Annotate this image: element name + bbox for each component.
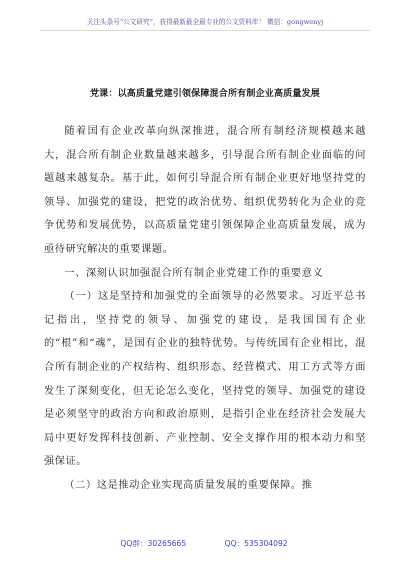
page-header: 关注头条号“公文研究”，获得最新最全最专业的公文资料库！ 微信：gongwenyj xyxy=(40,14,370,31)
body-paragraph: （一）这是坚持和加强党的全面领导的必然要求。习近平总书记指出，坚持党的领导、加强党的建设，是我国国有企业的“根”和“魂”，是国有企业的独特优势。与传统国有企业相比，混合所有制企业的产权结构、组织形态、经营模式、用工方式等方面发生了深刻变化，但无论怎么变化，坚持党的领导、加强党的建设是必须坚守的政治方向和政治原则，是指引企业在经济社会发展大局中更好发挥科技创新、产业控制、安全支撑作用的根本动力和坚强保证。 xyxy=(44,291,366,468)
qq-group-text: QQ群：30265665 xyxy=(120,539,187,548)
intro-paragraph: 随着国有企业改革向纵深推进，混合所有制经济规模越来越大，混合所有制企业数量越来越多，引导混合所有制企业面临的问题越来越复杂。基于此，如何引导混合所有制企业更好地坚持党的领导、加强党的建设，把党的政治优势、组织优势转化为企业的竞争优势和发展优势，以高质量党建引领保障企业高质量发展，成为亟待研究解决的重要课题。 xyxy=(44,126,366,255)
section-heading: 一、深刻认识加强混合所有制企业党建工作的重要意义 xyxy=(64,267,324,279)
page-footer xyxy=(0,538,408,549)
document-title: 党课：以高质量党建引领保障混合所有制企业高质量发展 xyxy=(89,89,320,99)
body-paragraph: （二）这是推动企业实现高质量发展的重要保障。推 xyxy=(64,479,313,491)
document-body xyxy=(44,120,366,498)
qq-contact-text: QQ：535304092 xyxy=(224,539,288,548)
